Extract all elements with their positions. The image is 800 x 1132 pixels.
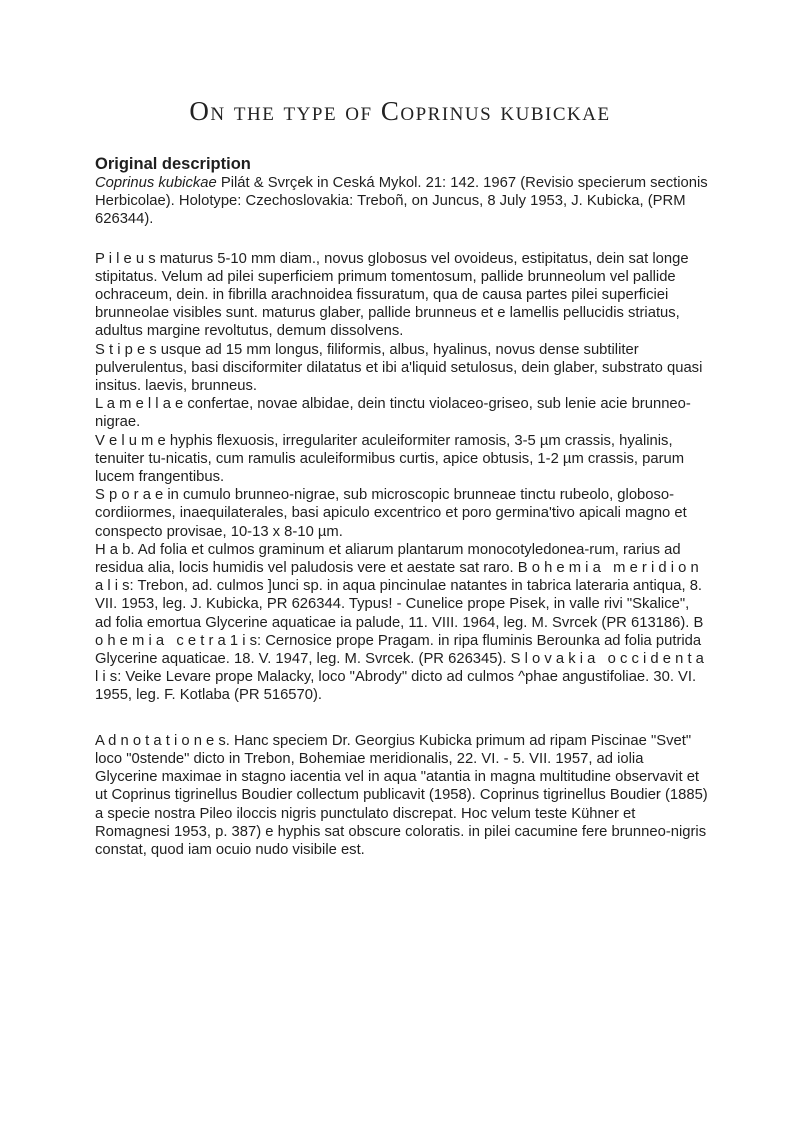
paragraph-pileus: P i l e u s maturus 5-10 mm diam., novus globosus vel ovoideus, estipitatus, dein sat longe stipitatus. Velum ad pilei superficiem primum tomentosum, pallide brunneolum vel pallide ochraceum, dein. in fibrilla arachnoidea fissuratum, qua de causa partes pilei superficiei brunneolae visibles sunt. maturus glaber, pallide brunneus et e lamellis pellucidis striatus, adultus margine revoltutus, demum dissolvens. — [95, 250, 693, 340]
paragraph-stipes: S t i p e s usque ad 15 mm longus, filiformis, albus, hyalinus, novus dense subtiliter pulverulentus, basi disciformiter dilatatus et ibi a'liquid setulosus, dein glaber, substrato quasi insitus. laevis, brunneus. — [95, 341, 707, 395]
paragraph-sporae: S p o r a e in cumulo brunneo-nigrae, sub microscopic brunneae tinctu rubeolo, globoso-cordiiormes, inaequilaterales, basi apiculo excentrico et poro germina'tivo apicali magno et conspecto provisae, 10-13 x 8-10 µm. — [95, 487, 691, 540]
paragraph-velum: V e l u m e hyphis flexuosis, irregulariter aculeiformiter ramosis, 3-5 µm crassis, hyalinis, tenuiter tu-nicatis, cum ramulis aculeiformibus curtis, apice obtusis, 1-2 µm crassis, parum lucem frangentibus. — [95, 432, 689, 486]
species-citation — [95, 174, 712, 229]
species-name: Coprinus kubickae — [95, 175, 217, 191]
page-title: On the type of Coprinus kubickae — [189, 96, 611, 126]
citation-details: Pilát & Svrçek in Ceská Mykol. 21: 142. 1967 (Revisio specierum sectionis Herbicolae). Holotype: Czechoslovakia: Treboñ, on Juncus, 8 July 1953, J. Kubicka, (PRM 626344). — [95, 175, 712, 228]
paragraph-lamellae: L a m e l l a e confertae, novae albidae, dein tinctu violaceo-griseo, sub lenie acie brunneo-nigrae. — [95, 396, 691, 431]
paragraph-habitat: H a b. Ad folia et culmos graminum et aliarum plantarum monocotyledonea-rum, rarius ad residua alia, locis humidis vel paludosis vere et aestate sat raro. B o h e m i a m e r i d i o n a l i s: Trebon, ad. culmos ]unci sp. in aqua pincinulae natantes in tabrica lateraria antiqua, 8. VII. 1953, leg. J. Kubicka, PR 626344. Typus! - Cunelice prope Pisek, in valle rivi "Skalice", ad folia emortua Glycerine aquaticae ia palude, 11. VIII. 1964, leg. M. Svrcek (PR 613186). B o h e m i a c e t r a 1 i s: Cernosice prope Pragam. in ripa fluminis Berounka ad folia putrida Glycerine aquaticae. 18. V. 1947, leg. M. Svrcek. (PR 626345). S l o v a k i a o c c i d e n t a l i s: Veike Levare prope Malacky, loco "Abrody" dicto ad culmos ^phae angustifoliae. 30. VI. 1955, leg. F. Kotlaba (PR 516570). — [95, 541, 709, 704]
original-description-heading: Original description — [95, 155, 251, 173]
document-body — [95, 154, 712, 859]
paragraph-adnotationes: A d n o t a t i o n e s. Hanc speciem Dr. Georgius Kubicka primum ad ripam Piscinae "Svet" loco "0stende" dicto in Trebon, Bohemiae meridionalis, 22. VI. - 5. VII. 1957, ad iolia Glycerine maximae in stagno iacentia vel in aqua "atantia in magna multitudine observavit et ut Coprinus tigrinellus Boudier collectum publicavit (1958). Coprinus tigrinellus Boudier (1885) a specie nostra Pileo iloccis nigris punctulato discrepat. Hoc velum teste Kühner et Romagnesi 1953, p. 387) e hyphis sat obscure coloratis. in pilei cacumine fere brunneo-nigris constat, quod iam ocuio nudo visibile est. — [95, 732, 712, 858]
